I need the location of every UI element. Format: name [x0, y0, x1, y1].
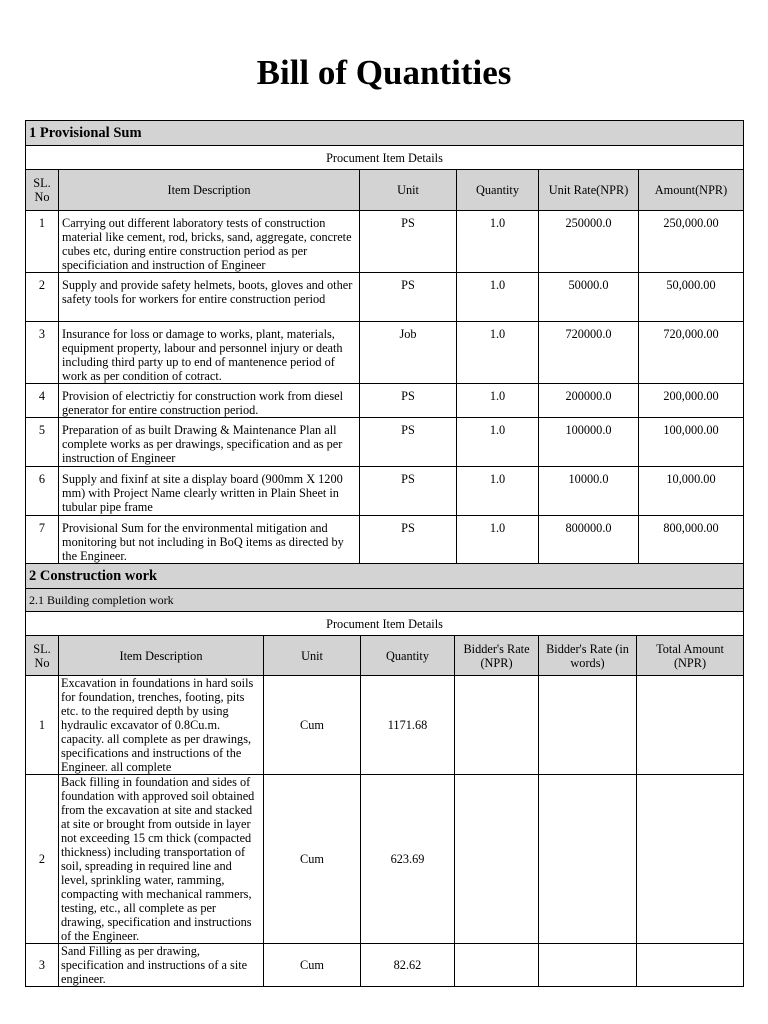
table-row: [26, 322, 744, 384]
table-row: [26, 516, 744, 564]
cell-unit: PS: [360, 418, 457, 467]
header-description: Item Description: [59, 170, 360, 211]
table-row: [26, 467, 744, 516]
subsection-heading-row: [26, 589, 744, 612]
header-sl: SL. No: [26, 170, 59, 211]
cell-quantity: 1.0: [457, 211, 539, 273]
cell-description: Supply and fixinf at site a display board (900mm X 1200 mm) with Project Name clearly written in Plain Sheet in tubular pipe frame: [59, 467, 360, 516]
cell-description: Back filling in foundation and sides of foundation with approved soil obtained from the excavation at site and stacked at site or brought from outside in layer not exceeding 15 cm thick (compacted thickness) including transportation of soil, spreading in required line and level, sprinkling water, ramming, compacting with mechanical rammers, testing, etc., all complete as per drawing, specification and instructions of the Engineer.: [59, 775, 264, 944]
header-unit: Unit: [264, 636, 361, 676]
cell-amount: 720,000.00: [639, 322, 744, 384]
header-sl: SL. No: [26, 636, 59, 676]
table-row: [26, 384, 744, 418]
table-row: [26, 211, 744, 273]
cell-sl: 3: [26, 944, 59, 987]
cell-bidder-rate: [455, 775, 539, 944]
provisional-sum-table: [25, 120, 744, 564]
cell-unit: Cum: [264, 944, 361, 987]
cell-unit-rate: 250000.0: [539, 211, 639, 273]
cell-bidder-rate: [455, 676, 539, 775]
cell-quantity: 623.69: [361, 775, 455, 944]
cell-amount: 250,000.00: [639, 211, 744, 273]
cell-amount: 200,000.00: [639, 384, 744, 418]
cell-description: Provisional Sum for the environmental mitigation and monitoring but not including in BoQ items as directed by the Engineer.: [59, 516, 360, 564]
header-quantity: Quantity: [361, 636, 455, 676]
header-total-amount: Total Amount (NPR): [637, 636, 744, 676]
cell-total-amount: [637, 775, 744, 944]
table-row: [26, 418, 744, 467]
cell-unit: PS: [360, 516, 457, 564]
cell-amount: 100,000.00: [639, 418, 744, 467]
cell-description: Preparation of as built Drawing & Maintenance Plan all complete works as per drawings, specification and as per instruction of Engineer: [59, 418, 360, 467]
cell-unit-rate: 720000.0: [539, 322, 639, 384]
cell-unit: PS: [360, 211, 457, 273]
cell-sl: 1: [26, 211, 59, 273]
header-bidder-rate: Bidder's Rate (NPR): [455, 636, 539, 676]
header-unit: Unit: [360, 170, 457, 211]
cell-description: Sand Filling as per drawing, specification and instructions of a site engineer.: [59, 944, 264, 987]
cell-description: Provision of electrictiy for construction work from diesel generator for entire construction period.: [59, 384, 360, 418]
cell-total-amount: [637, 676, 744, 775]
cell-unit: Cum: [264, 676, 361, 775]
cell-sl: 3: [26, 322, 59, 384]
cell-unit-rate: 10000.0: [539, 467, 639, 516]
cell-description: Insurance for loss or damage to works, plant, materials, equipment property, labour and personnel injury or death including third party up to end of mantenence period of work as per condition of cotract.: [59, 322, 360, 384]
table-row: [26, 944, 744, 987]
cell-quantity: 82.62: [361, 944, 455, 987]
cell-bidder-rate: [455, 944, 539, 987]
cell-description: Carrying out different laboratory tests of construction material like cement, rod, bricks, sand, aggregate, concrete cubes etc, during entire construction period as per specificiation and instruction of Engineer: [59, 211, 360, 273]
cell-sl: 7: [26, 516, 59, 564]
cell-quantity: 1.0: [457, 418, 539, 467]
header-bidder-rate-words: Bidder's Rate (in words): [539, 636, 637, 676]
cell-unit-rate: 50000.0: [539, 273, 639, 322]
cell-sl: 4: [26, 384, 59, 418]
column-header-row: [26, 170, 744, 211]
cell-total-amount: [637, 944, 744, 987]
cell-unit: Cum: [264, 775, 361, 944]
cell-unit: PS: [360, 384, 457, 418]
details-label-row: [26, 612, 744, 636]
section-2-heading: 2 Construction work: [26, 564, 744, 589]
cell-amount: 50,000.00: [639, 273, 744, 322]
cell-sl: 5: [26, 418, 59, 467]
procurement-details-label: Procument Item Details: [26, 146, 744, 170]
cell-quantity: 1171.68: [361, 676, 455, 775]
table-row: [26, 676, 744, 775]
cell-quantity: 1.0: [457, 467, 539, 516]
cell-sl: 6: [26, 467, 59, 516]
cell-quantity: 1.0: [457, 516, 539, 564]
cell-sl: 2: [26, 775, 59, 944]
section-heading-row: [26, 121, 744, 146]
table-row: [26, 775, 744, 944]
cell-quantity: 1.0: [457, 273, 539, 322]
cell-bidder-rate-words: [539, 944, 637, 987]
cell-unit-rate: 100000.0: [539, 418, 639, 467]
cell-sl: 1: [26, 676, 59, 775]
subsection-2-1-heading: 2.1 Building completion work: [26, 589, 744, 612]
cell-unit: Job: [360, 322, 457, 384]
table-row: [26, 273, 744, 322]
header-amount: Amount(NPR): [639, 170, 744, 211]
procurement-details-label: Procument Item Details: [26, 612, 744, 636]
cell-sl: 2: [26, 273, 59, 322]
cell-unit-rate: 200000.0: [539, 384, 639, 418]
cell-amount: 800,000.00: [639, 516, 744, 564]
cell-bidder-rate-words: [539, 676, 637, 775]
cell-unit-rate: 800000.0: [539, 516, 639, 564]
cell-unit: PS: [360, 467, 457, 516]
construction-work-table: [25, 563, 744, 987]
column-header-row: [26, 636, 744, 676]
cell-quantity: 1.0: [457, 322, 539, 384]
cell-bidder-rate-words: [539, 775, 637, 944]
cell-quantity: 1.0: [457, 384, 539, 418]
section-heading-row: [26, 564, 744, 589]
document-title: Bill of Quantities: [256, 53, 512, 92]
cell-description: Excavation in foundations in hard soils for foundation, trenches, footing, pits etc. to the required depth by using hydraulic excavator of 0.8Cu.m. capacity. all complete as per drawings, specifications and instructions of the Engineer. all complete: [59, 676, 264, 775]
cell-description: Supply and provide safety helmets, boots, gloves and other safety tools for workers for entire construction period: [59, 273, 360, 322]
details-label-row: [26, 146, 744, 170]
header-description: Item Description: [59, 636, 264, 676]
header-unit-rate: Unit Rate(NPR): [539, 170, 639, 211]
cell-unit: PS: [360, 273, 457, 322]
header-quantity: Quantity: [457, 170, 539, 211]
cell-amount: 10,000.00: [639, 467, 744, 516]
section-1-heading: 1 Provisional Sum: [26, 121, 744, 146]
